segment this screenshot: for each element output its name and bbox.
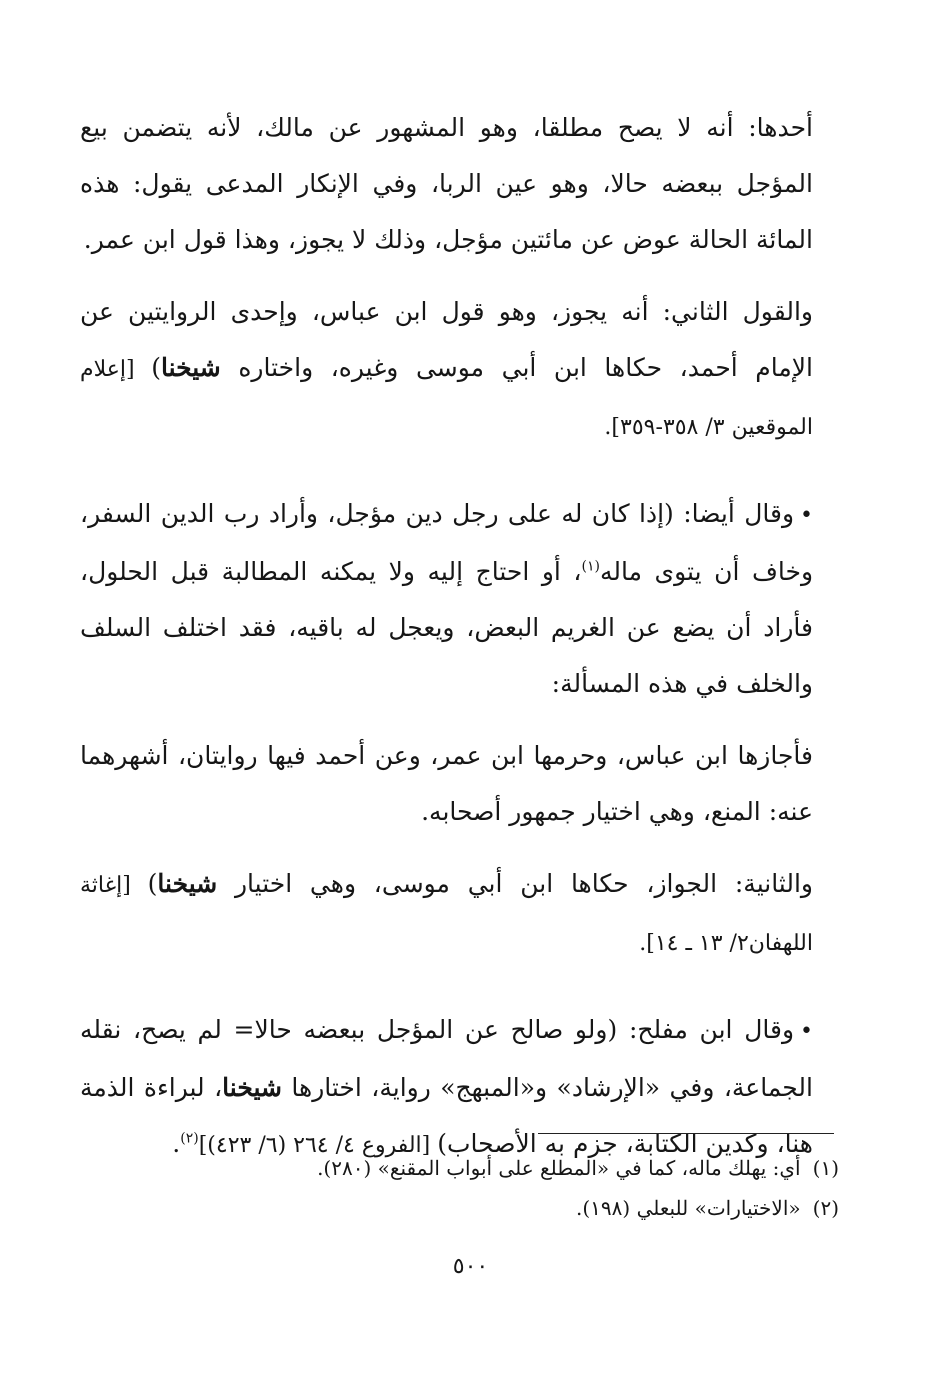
citation: [إعلام الموقعين ٣/ ٣٥٨-٣٥٩]. bbox=[80, 357, 813, 440]
paragraph-text: والقول الثاني: أنه يجوز، وهو قول ابن عباس، وإحدى الروايتين عن الإمام أحمد، حكاها ابن أبي موسى وغيره، واختاره bbox=[80, 297, 813, 382]
emphasis-sheikh: شيخنا bbox=[157, 869, 218, 898]
paragraph-text: والثانية: الجواز، حكاها ابن أبي موسى، وهي اختيار bbox=[217, 869, 813, 898]
bullet-icon: • bbox=[800, 1019, 813, 1044]
paragraph-text: ) bbox=[151, 353, 161, 382]
paragraph-2 bbox=[80, 284, 813, 456]
paragraph-text: . bbox=[172, 1129, 181, 1158]
paragraph-text: فأجازها ابن عباس، وحرمها ابن عمر، وعن أحمد فيها روايتان، أشهرهما عنه: المنع، وهي اختيار جمهور أصحابه. bbox=[80, 741, 813, 826]
emphasis-sheikh: شيخنا bbox=[160, 353, 221, 382]
footnote-number: (١) bbox=[812, 1156, 839, 1180]
page-number: ٥٠٠ bbox=[452, 1254, 489, 1279]
citation: [الفروع ٤/ ٢٦٤ (٦/ ٤٢٣)] bbox=[198, 1133, 438, 1158]
main-text bbox=[80, 100, 813, 1174]
footnotes bbox=[200, 1148, 839, 1228]
paragraph-4 bbox=[80, 728, 813, 840]
paragraph-text: وقال أيضا: (إذا كان له على رجل دين مؤجل، وأراد رب الدين السفر، وخاف أن يتوى ماله bbox=[80, 499, 814, 586]
footnote-text: أي: يهلك ماله، كما في «المطلع على أبواب المقنع» (٢٨٠). bbox=[317, 1156, 801, 1180]
paragraph-5 bbox=[80, 856, 813, 972]
footnote-text: «الاختيارات» للبعلي (١٩٨). bbox=[576, 1196, 801, 1220]
paragraph-text: وقال ابن مفلح: (ولو صالح عن المؤجل ببعضه حالا= لم يصح، نقله الجماعة، وفي «الإرشاد» و«المبهج» رواية، اختارها bbox=[80, 1015, 813, 1102]
emphasis-sheikh: شيخنا bbox=[222, 1073, 282, 1102]
paragraph-text: ) bbox=[147, 869, 158, 898]
paragraph-3 bbox=[80, 486, 813, 712]
footnote-2 bbox=[200, 1188, 839, 1228]
footnote-1 bbox=[200, 1148, 839, 1188]
footnote-ref[interactable]: (٢) bbox=[180, 1130, 199, 1147]
footnote-separator bbox=[538, 1133, 834, 1134]
citation: [إغاثة اللهفان٢/ ١٣ ـ ١٤]. bbox=[80, 873, 813, 956]
paragraph-1 bbox=[80, 100, 813, 268]
footnote-ref[interactable]: (١) bbox=[581, 558, 600, 575]
bullet-icon: • bbox=[800, 503, 813, 528]
paragraph-text: ، لبراءة الذمة هنا، وكدين الكتابة، جزم به الأصحاب) bbox=[80, 1073, 813, 1158]
paragraph-text: أحدها: أنه لا يصح مطلقا، وهو المشهور عن مالك، لأنه يتضمن بيع المؤجل ببعضه حالا، وهو عين الربا، وفي الإنكار المدعى يقول: هذه المائة الحالة عوض عن مائتين مؤجل، وذلك لا يجوز، وهذا قول ابن عمر. bbox=[80, 113, 813, 254]
paragraph-text: ، أو احتاج إليه ولا يمكنه المطالبة قبل الحلول، فأراد أن يضع عن الغريم البعض، ويعجل له باقيه، فقد اختلف السلف والخلف في هذه المسألة: bbox=[80, 557, 813, 698]
footnote-number: (٢) bbox=[812, 1196, 839, 1220]
